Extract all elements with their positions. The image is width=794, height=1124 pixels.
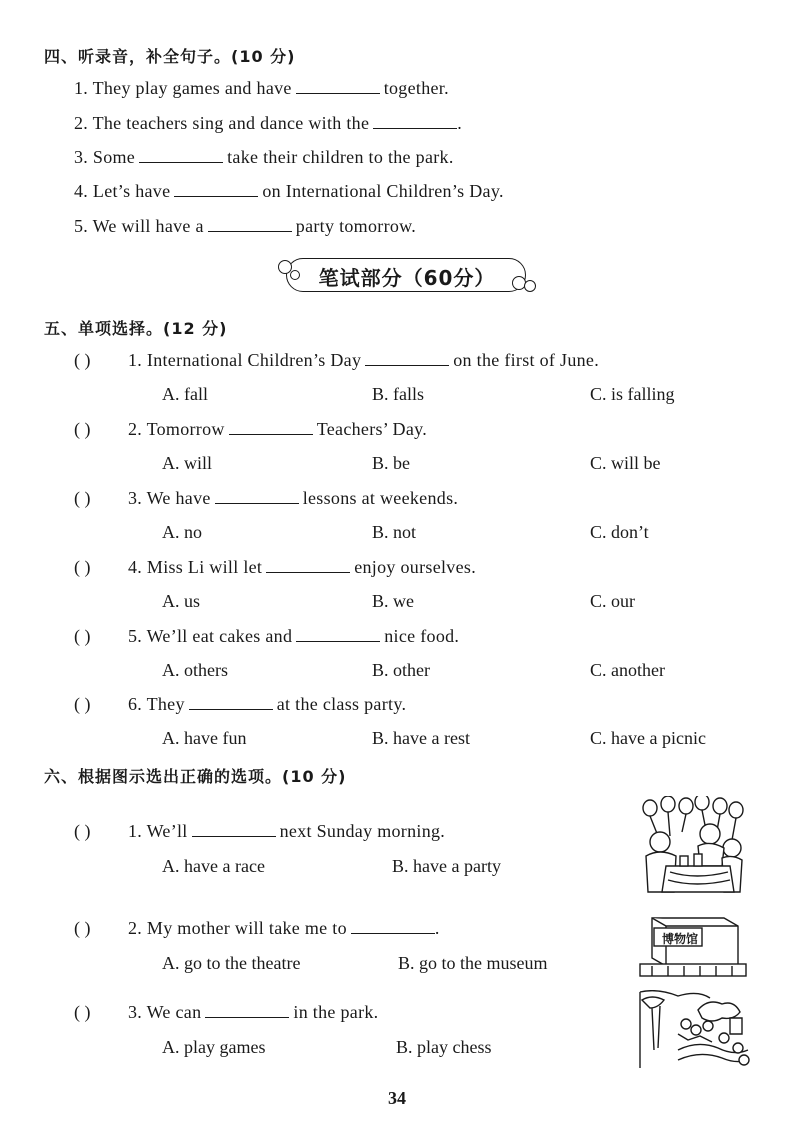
answer-blank[interactable] <box>296 640 380 642</box>
page-number: 34 <box>388 1088 406 1108</box>
s5-item-1-option-b[interactable]: B. falls <box>372 384 424 404</box>
s6-item-3 <box>128 1002 378 1023</box>
answer-blank[interactable] <box>208 230 292 232</box>
answer-blank[interactable] <box>174 195 258 197</box>
s5-item-3-option-a[interactable]: A. no <box>162 522 202 542</box>
party-illustration <box>636 796 748 896</box>
s5-item-3-option-c[interactable]: C. don’t <box>590 522 649 542</box>
answer-parenthesis[interactable]: ( ) <box>74 918 91 938</box>
s5-item-3-text: 3. We have <box>128 488 211 508</box>
s6-item-2-text: 2. My mother will take me to <box>128 918 347 938</box>
s5-item-1-text: 1. International Children’s Day <box>128 350 362 370</box>
answer-parenthesis[interactable]: ( ) <box>74 488 91 508</box>
s5-item-4-tail: enjoy ourselves. <box>354 557 476 577</box>
s6-item-3-option-a[interactable]: A. play games <box>162 1037 266 1057</box>
s5-item-5-tail: nice food. <box>384 626 460 646</box>
s4-item-4-tail: on International Children’s Day. <box>262 181 504 201</box>
s5-item-3-option-b[interactable]: B. not <box>372 522 417 542</box>
section-4-title: 四、听录音，补全句子。(10 分) <box>44 47 296 66</box>
s5-item-4-text: 4. Miss Li will let <box>128 557 263 577</box>
museum-sign: 博物馆 <box>661 932 698 946</box>
answer-blank[interactable] <box>365 364 449 366</box>
s5-item-6-text: 6. They <box>128 694 185 714</box>
answer-blank[interactable] <box>139 161 223 163</box>
s5-item-4-option-a[interactable]: A. us <box>162 591 201 611</box>
s4-item-3 <box>74 147 454 168</box>
s5-item-6 <box>128 694 406 715</box>
s4-item-4-text: 4. Let’s have <box>74 181 171 201</box>
answer-parenthesis[interactable]: ( ) <box>74 626 91 646</box>
s5-item-2-option-c[interactable]: C. will be <box>590 453 661 473</box>
answer-parenthesis[interactable]: ( ) <box>74 694 91 714</box>
answer-blank[interactable] <box>189 708 273 710</box>
s5-item-2-text: 2. Tomorrow <box>128 419 225 439</box>
answer-parenthesis[interactable]: ( ) <box>74 557 91 577</box>
written-part-banner <box>278 256 536 296</box>
answer-blank[interactable] <box>215 502 299 504</box>
s5-item-5 <box>128 626 459 647</box>
answer-parenthesis[interactable]: ( ) <box>74 419 91 439</box>
s5-item-5-text: 5. We’ll eat cakes and <box>128 626 293 646</box>
s5-item-6-option-b[interactable]: B. have a rest <box>372 728 470 748</box>
answer-blank[interactable] <box>229 433 313 435</box>
banner-title: 笔试部分（60分） <box>318 266 496 290</box>
s4-item-1-tail: together. <box>383 78 449 98</box>
s4-item-1 <box>74 78 449 99</box>
s4-item-5 <box>74 216 416 237</box>
s5-item-2-option-a[interactable]: A. will <box>162 453 213 473</box>
answer-parenthesis[interactable]: ( ) <box>74 350 91 370</box>
answer-blank[interactable] <box>266 571 350 573</box>
s5-item-3-tail: lessons at weekends. <box>302 488 459 508</box>
s6-item-1-option-b[interactable]: B. have a party <box>392 856 501 876</box>
answer-blank[interactable] <box>192 835 276 837</box>
s5-item-2-tail: Teachers’ Day. <box>316 419 428 439</box>
s4-item-1-text: 1. They play games and have <box>74 78 292 98</box>
s4-item-2-tail: . <box>457 113 463 133</box>
s4-item-5-tail: party tomorrow. <box>295 216 417 236</box>
s6-item-1-option-a[interactable]: A. have a race <box>162 856 265 876</box>
s5-item-1-option-a[interactable]: A. fall <box>162 384 208 404</box>
s5-item-1-option-c[interactable]: C. is falling <box>590 384 675 404</box>
s6-item-3-tail: in the park. <box>293 1002 379 1022</box>
s5-item-1-tail: on the first of June. <box>453 350 600 370</box>
s6-item-3-text: 3. We can <box>128 1002 202 1022</box>
answer-blank[interactable] <box>205 1016 289 1018</box>
park-illustration <box>638 990 750 1070</box>
s5-item-5-option-a[interactable]: A. others <box>162 660 228 680</box>
s6-item-2-option-b[interactable]: B. go to the museum <box>398 953 548 973</box>
answer-blank[interactable] <box>373 127 457 129</box>
s6-item-3-option-b[interactable]: B. play chess <box>396 1037 492 1057</box>
s4-item-4 <box>74 181 504 202</box>
s5-item-6-option-a[interactable]: A. have fun <box>162 728 247 748</box>
s5-item-4-option-c[interactable]: C. our <box>590 591 635 611</box>
answer-parenthesis[interactable]: ( ) <box>74 821 91 841</box>
section-6-title: 六、根据图示选出正确的选项。(10 分) <box>44 767 347 786</box>
s5-item-5-option-b[interactable]: B. other <box>372 660 430 680</box>
s5-item-3 <box>128 488 458 509</box>
s4-item-5-text: 5. We will have a <box>74 216 204 236</box>
s6-item-2 <box>128 918 440 939</box>
s6-item-1 <box>128 821 445 842</box>
s5-item-4 <box>128 557 476 578</box>
s5-item-4-option-b[interactable]: B. we <box>372 591 414 611</box>
s5-item-2-option-b[interactable]: B. be <box>372 453 410 473</box>
s6-item-2-tail: . <box>434 918 440 938</box>
s5-item-6-tail: at the class party. <box>276 694 407 714</box>
s4-item-2 <box>74 113 462 134</box>
s5-item-5-option-c[interactable]: C. another <box>590 660 665 680</box>
section-5-title: 五、单项选择。(12 分) <box>44 319 228 338</box>
s4-item-3-text: 3. Some <box>74 147 136 167</box>
s6-item-2-option-a[interactable]: A. go to the theatre <box>162 953 301 973</box>
s4-item-2-text: 2. The teachers sing and dance with the <box>74 113 370 133</box>
s5-item-1 <box>128 350 599 371</box>
answer-parenthesis[interactable]: ( ) <box>74 1002 91 1022</box>
answer-blank[interactable] <box>351 932 435 934</box>
answer-blank[interactable] <box>296 92 380 94</box>
s6-item-1-tail: next Sunday morning. <box>279 821 446 841</box>
s4-item-3-tail: take their children to the park. <box>227 147 454 167</box>
s6-item-1-text: 1. We’ll <box>128 821 188 841</box>
s5-item-6-option-c[interactable]: C. have a picnic <box>590 728 706 748</box>
s5-item-2 <box>128 419 427 440</box>
